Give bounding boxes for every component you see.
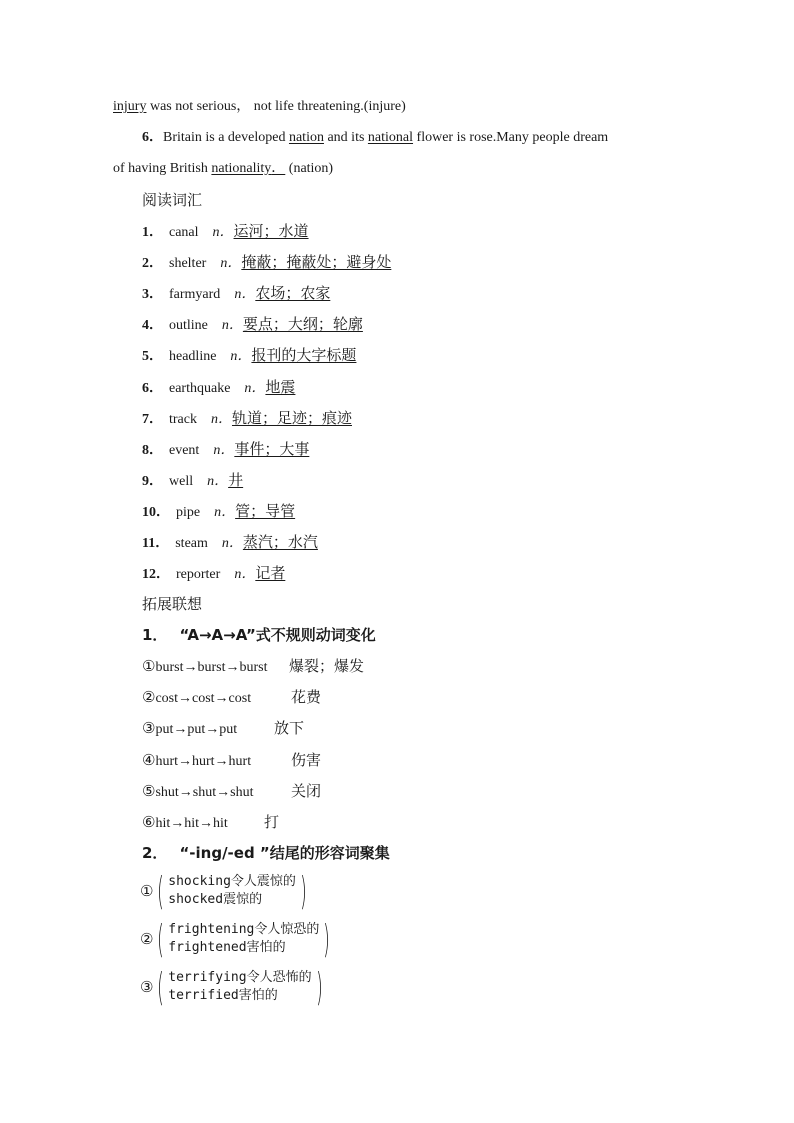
vocab-meaning: 掩蔽；掩蔽处；避身处 bbox=[241, 253, 392, 272]
adjective-ing bbox=[168, 921, 319, 939]
item-marker: ② bbox=[142, 688, 156, 707]
exercise-line-5-end bbox=[113, 97, 406, 117]
adjective-ing bbox=[168, 873, 296, 891]
right-brace: ) bbox=[299, 869, 307, 913]
part-of-speech: n． bbox=[244, 380, 266, 396]
verb-item bbox=[142, 656, 267, 678]
left-brace: ( bbox=[157, 965, 165, 1009]
part-of-speech: n． bbox=[221, 536, 243, 551]
adj-word: shocking bbox=[168, 874, 231, 889]
vocab-meaning: 要点；大纲；轮廓 bbox=[242, 315, 363, 334]
vocab-item bbox=[142, 314, 363, 336]
vocab-word: pipe bbox=[176, 504, 201, 520]
item-number: 2． bbox=[142, 256, 163, 272]
subsection-text: “A→A→A”式不规则动词变化 bbox=[179, 626, 376, 644]
item-marker: ④ bbox=[142, 750, 156, 769]
vocab-meaning: 农场；农家 bbox=[255, 284, 331, 303]
adjective-group bbox=[140, 917, 334, 961]
subsection-number: 2． bbox=[142, 844, 168, 862]
adjective-ed bbox=[168, 891, 296, 909]
adjective-ing bbox=[168, 969, 311, 987]
item-number: 6． bbox=[142, 380, 163, 396]
vocab-meaning: 报刊的大字标题 bbox=[251, 346, 357, 365]
verb-meaning: 放下 bbox=[274, 719, 305, 738]
subsection-number: 1． bbox=[142, 626, 168, 644]
adjective-group bbox=[140, 869, 311, 913]
item-number: 1． bbox=[142, 225, 163, 240]
vocab-meaning: 事件；大事 bbox=[234, 439, 310, 458]
vocab-word: steam bbox=[175, 536, 208, 551]
item-number: 3． bbox=[142, 287, 163, 303]
right-brace: ) bbox=[323, 917, 331, 961]
verb-meaning: 关闭 bbox=[291, 781, 322, 800]
vocab-meaning: 轨道；足迹；痕迹 bbox=[231, 408, 352, 427]
verb-meaning: 伤害 bbox=[291, 750, 322, 769]
adj-meaning: 令人恐怖的 bbox=[246, 970, 312, 985]
left-brace: ( bbox=[157, 917, 165, 961]
vocab-meaning: 井 bbox=[228, 470, 244, 489]
adj-word: terrified bbox=[168, 988, 239, 1003]
part-of-speech: n． bbox=[212, 225, 234, 240]
verb-forms: cost→cost→cost bbox=[155, 691, 252, 707]
adjective-ed bbox=[168, 939, 319, 957]
vocab-word: farmyard bbox=[169, 287, 221, 303]
subsection-2-title bbox=[142, 843, 390, 863]
part-of-speech: n． bbox=[213, 442, 235, 458]
vocab-word: shelter bbox=[169, 256, 207, 272]
item-marker: ⑤ bbox=[142, 781, 156, 800]
vocab-item bbox=[142, 345, 356, 367]
verb-forms: put→put→put bbox=[155, 722, 238, 738]
verb-item bbox=[142, 718, 237, 740]
vocab-item bbox=[142, 563, 285, 585]
vocab-meaning: 运河；水道 bbox=[233, 222, 309, 240]
vocab-item bbox=[142, 408, 352, 430]
item-marker: ⑥ bbox=[142, 813, 156, 831]
adj-meaning: 令人震惊的 bbox=[230, 874, 296, 889]
adjective-ed bbox=[168, 987, 311, 1005]
part-of-speech: n． bbox=[207, 473, 229, 489]
item-number: 5． bbox=[142, 349, 163, 365]
item-number: 9． bbox=[142, 473, 163, 489]
subsection-1-title bbox=[142, 625, 376, 645]
answer-injury: injury bbox=[113, 99, 147, 114]
answer-nation: nation bbox=[288, 130, 324, 145]
vocab-meaning: 记者 bbox=[255, 564, 286, 583]
vocab-meaning: 蒸汽；水汽 bbox=[242, 533, 318, 551]
left-brace: ( bbox=[157, 869, 165, 913]
adjective-pair bbox=[168, 873, 296, 909]
item-marker: ① bbox=[140, 882, 154, 900]
verb-meaning: 花费 bbox=[291, 688, 322, 707]
vocab-word: earthquake bbox=[169, 380, 231, 396]
verb-forms: hurt→hurt→hurt bbox=[155, 753, 252, 769]
section-title-expand: 拓展联想 bbox=[142, 595, 203, 613]
exercise-item-6-cont bbox=[113, 159, 333, 179]
answer-nationality: nationality bbox=[211, 161, 272, 176]
item-number: 7． bbox=[142, 411, 163, 427]
item-number: 12． bbox=[142, 567, 170, 583]
part-of-speech: n． bbox=[221, 318, 243, 334]
vocab-word: reporter bbox=[176, 567, 221, 583]
adj-meaning: 害怕的 bbox=[238, 988, 278, 1003]
verb-item bbox=[142, 687, 251, 709]
verb-item bbox=[142, 750, 251, 772]
verb-meaning: 打 bbox=[264, 813, 280, 831]
part-of-speech: n． bbox=[220, 256, 242, 272]
verb-forms: hit→hit→hit bbox=[155, 816, 228, 831]
vocab-item bbox=[142, 252, 391, 274]
vocab-item bbox=[142, 221, 309, 243]
punctuation: ． bbox=[271, 161, 286, 176]
sentence-text: and its bbox=[323, 130, 368, 145]
vocab-word: headline bbox=[169, 349, 217, 365]
vocab-word: outline bbox=[169, 318, 208, 334]
adjective-pair bbox=[168, 921, 319, 957]
vocab-word: event bbox=[169, 442, 200, 458]
vocab-word: track bbox=[169, 411, 197, 427]
right-brace: ) bbox=[315, 965, 323, 1009]
item-marker: ③ bbox=[142, 719, 156, 738]
verb-item bbox=[142, 781, 253, 803]
verb-forms: burst→burst→burst bbox=[155, 660, 268, 675]
part-of-speech: n． bbox=[234, 567, 256, 583]
adj-meaning: 令人惊恐的 bbox=[254, 922, 320, 937]
hint-text: (nation) bbox=[285, 161, 334, 176]
vocab-item bbox=[142, 501, 295, 523]
vocab-meaning: 管；导管 bbox=[235, 501, 296, 520]
adj-word: shocked bbox=[168, 892, 224, 907]
adj-word: terrifying bbox=[168, 970, 247, 985]
section-title-reading: 阅读词汇 bbox=[142, 191, 203, 209]
item-marker: ① bbox=[142, 657, 156, 675]
verb-item bbox=[142, 812, 228, 834]
part-of-speech: n． bbox=[214, 504, 236, 520]
adj-word: frightening bbox=[168, 922, 255, 937]
vocab-item bbox=[142, 439, 309, 461]
adjective-group bbox=[140, 965, 326, 1009]
answer-national: national bbox=[367, 130, 414, 145]
verb-meaning: 爆裂；爆发 bbox=[289, 657, 365, 675]
part-of-speech: n． bbox=[234, 287, 256, 303]
vocab-item bbox=[142, 532, 318, 554]
subsection-text: “-ing/-ed ”结尾的形容词聚集 bbox=[179, 844, 390, 862]
item-number: 10． bbox=[142, 504, 170, 520]
item-number: 11． bbox=[142, 536, 170, 551]
verb-forms: shut→shut→shut bbox=[155, 784, 254, 800]
vocab-item bbox=[142, 470, 243, 492]
item-number: 8． bbox=[142, 442, 163, 458]
sentence-text: was not serious， not life threatening.(injure) bbox=[146, 99, 406, 114]
item-number: 6． bbox=[142, 130, 163, 145]
adj-word: frightened bbox=[168, 940, 247, 955]
part-of-speech: n． bbox=[210, 411, 232, 427]
adj-meaning: 害怕的 bbox=[246, 940, 286, 955]
vocab-word: well bbox=[169, 473, 194, 489]
exercise-item-6 bbox=[142, 128, 608, 148]
vocab-word: canal bbox=[169, 225, 199, 240]
sentence-text: of having British bbox=[113, 161, 212, 176]
vocab-item bbox=[142, 377, 295, 399]
item-marker: ② bbox=[140, 930, 154, 948]
adj-meaning: 震惊的 bbox=[223, 892, 263, 907]
part-of-speech: n． bbox=[230, 349, 252, 365]
sentence-text: flower is rose.Many people dream bbox=[413, 130, 609, 145]
item-marker: ③ bbox=[140, 978, 154, 996]
vocab-meaning: 地震 bbox=[265, 377, 296, 396]
adjective-pair bbox=[168, 969, 311, 1005]
sentence-text: Britain is a developed bbox=[163, 130, 289, 145]
item-number: 4． bbox=[142, 318, 163, 334]
vocab-item bbox=[142, 283, 330, 305]
